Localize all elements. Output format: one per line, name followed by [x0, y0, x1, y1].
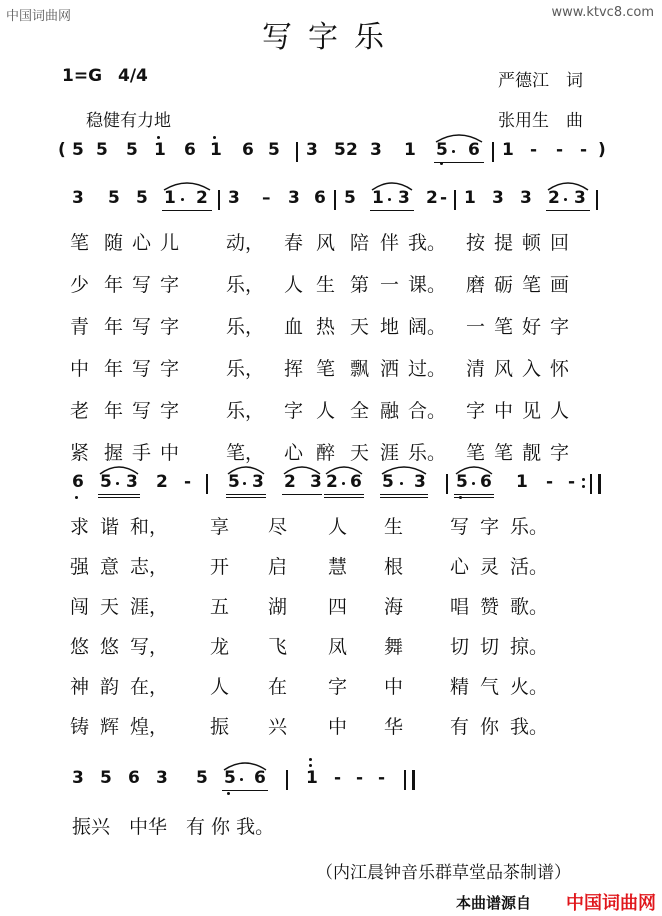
lyric-char: 笔 — [494, 316, 514, 338]
lyric-char: 热 — [316, 316, 336, 338]
lyric-char: 写 — [132, 316, 152, 338]
verses1-row — [0, 354, 662, 384]
lyric-char: 青 — [70, 316, 90, 338]
lyric-char: 根 — [384, 556, 404, 578]
lyric-char: 中 — [384, 676, 404, 698]
lyric-char: 涯， — [130, 596, 169, 618]
lyric-char: 砺 — [494, 274, 514, 296]
intro-paren-open: ( — [58, 140, 66, 160]
lyric-char: 年 — [104, 400, 124, 422]
lyric-char: 悠 — [70, 636, 90, 658]
lyric-char: 志， — [130, 556, 169, 578]
lyric-char: 字 — [466, 400, 486, 422]
verses2-row — [0, 592, 662, 622]
tempo-marking: 稳健有力地 — [86, 111, 171, 131]
lyric-char: 享 — [210, 516, 230, 538]
lyric-char: 人 — [284, 274, 304, 296]
lyric-char: 年 — [104, 274, 124, 296]
lyric-char: 和， — [130, 516, 169, 538]
lyric-char: 在 — [268, 676, 288, 698]
lyric-char: 阔。 — [408, 316, 447, 338]
source-label: 本曲谱源自 — [456, 894, 532, 912]
lyric-char: 伴 — [380, 232, 400, 254]
lyric-char: 入 — [522, 358, 542, 380]
lyric-char: 紧 — [70, 442, 90, 464]
lyric-char: 铸 — [70, 716, 90, 738]
lyric-char: 飞 — [268, 636, 288, 658]
lyric-char: 天 — [350, 442, 370, 464]
lyric-char: 字 — [284, 400, 304, 422]
lyric-char: 天 — [350, 316, 370, 338]
lyric-char: 字 — [160, 274, 180, 296]
lyric-char: 海 — [384, 596, 404, 618]
lyric-char: 笔 — [494, 442, 514, 464]
lyric-char: 笔 — [316, 358, 336, 380]
lyric-char: 写 — [450, 516, 470, 538]
lyric-char: 舞 — [384, 636, 404, 658]
lyric-char: 启 — [268, 556, 288, 578]
lyric-char: 生 — [316, 274, 336, 296]
lyric-char: 人 — [550, 400, 570, 422]
verses2-row — [0, 552, 662, 582]
lyric-char: 乐， — [226, 316, 265, 338]
lyric-char: 有 — [450, 716, 470, 738]
lyric-char: 血 — [284, 316, 304, 338]
lyric-char: 顿 — [522, 232, 542, 254]
lyric-char: 课。 — [408, 274, 447, 296]
lyric-char: 笔， — [226, 442, 265, 464]
lyric-char: 地 — [380, 316, 400, 338]
lyric-char: 乐， — [226, 274, 265, 296]
lyric-char: 人 — [316, 400, 336, 422]
lyric-char: 湖 — [268, 596, 288, 618]
lyric-char: 乐， — [226, 358, 265, 380]
key-signature: 1=G — [62, 66, 103, 86]
melody-line-2: 6 5 3 2 - 5 3 2 3 2 6 5 3 5 6 1 - - — [0, 472, 662, 502]
lyric-char: 笔 — [522, 274, 542, 296]
intro-slur — [434, 132, 484, 144]
lyric-char: 一 — [466, 316, 486, 338]
lyric-char: 四 — [328, 596, 348, 618]
lyric-char: 全 — [350, 400, 370, 422]
lyric-char: 天 — [100, 596, 120, 618]
verses1-row — [0, 312, 662, 342]
lyric-char: 开 — [210, 556, 230, 578]
lyric-char: 风 — [494, 358, 514, 380]
lyric-char: 中 — [70, 358, 90, 380]
lyric-char: 掠。 — [510, 636, 549, 658]
lyric-char: 挥 — [284, 358, 304, 380]
lyric-char: 煌， — [130, 716, 169, 738]
lyric-char: 按 — [466, 232, 486, 254]
lyric-char: 中 — [494, 400, 514, 422]
lyric-char: 慧 — [328, 556, 348, 578]
verses2-row — [0, 632, 662, 662]
verses1-row — [0, 270, 662, 300]
lyric-char: 春 — [284, 232, 304, 254]
lyric-char: 精 — [450, 676, 470, 698]
lyric-char: 求 — [70, 516, 90, 538]
lyric-char: 儿 — [160, 232, 180, 254]
lyric-char: 第 — [350, 274, 370, 296]
lyric-char: 你 — [480, 716, 500, 738]
lyric-char: 兴 — [268, 716, 288, 738]
lyric-char: 意 — [100, 556, 120, 578]
verses2-row — [0, 672, 662, 702]
lyric-char: 字 — [550, 316, 570, 338]
lyric-char: 笔 — [70, 232, 90, 254]
lyric-char: 切 — [450, 636, 470, 658]
lyric-char: 五 — [210, 596, 230, 618]
lyric-char: 一 — [380, 274, 400, 296]
lyric-char: 画 — [550, 274, 570, 296]
lyric-char: 动， — [226, 232, 265, 254]
lyric-char: 凤 — [328, 636, 348, 658]
lyric-char: 气 — [480, 676, 500, 698]
song-title: 写字乐 — [262, 20, 400, 55]
lyric-char: 尽 — [268, 516, 288, 538]
lyric-char: 灵 — [480, 556, 500, 578]
lyric-char: 洒 — [380, 358, 400, 380]
composer: 张用生 曲 — [498, 111, 583, 131]
verses2-row — [0, 512, 662, 542]
lyric-char: 字 — [328, 676, 348, 698]
lyric-char: 醉 — [316, 442, 336, 464]
lyric-char: 心 — [450, 556, 470, 578]
lyric-char: 乐。 — [408, 442, 447, 464]
lyric-char: 韵 — [100, 676, 120, 698]
lyric-char: 人 — [328, 516, 348, 538]
lyric-char: 唱 — [450, 596, 470, 618]
lyric-char: 龙 — [210, 636, 230, 658]
lyric-char: 握 — [104, 442, 124, 464]
lyric-char: 老 — [70, 400, 90, 422]
lyric-char: 切 — [480, 636, 500, 658]
melody-line-3: 3 5 6 3 5 5 6 1 - - - — [0, 768, 662, 798]
lyric-char: 融 — [380, 400, 400, 422]
lyric-char: 字 — [480, 516, 500, 538]
lyric-char: 悠 — [100, 636, 120, 658]
lyric-char: 神 — [70, 676, 90, 698]
source-site: 中国词曲网 — [566, 893, 656, 914]
coda-lyric: 振兴 中华 有 你 我。 — [72, 816, 275, 838]
lyric-char: 歌。 — [510, 596, 549, 618]
lyric-char: 字 — [160, 400, 180, 422]
lyricist: 严德江 词 — [498, 71, 583, 91]
lyric-char: 乐， — [226, 400, 265, 422]
melody-line-1: 3 5 5 1 2 3 – 3 6 5 1 3 2 - 1 3 3 2 3 — [0, 188, 662, 218]
lyric-char: 活。 — [510, 556, 549, 578]
intro-paren-close: ) — [598, 140, 606, 160]
lyric-char: 合。 — [408, 400, 447, 422]
lyric-char: 火。 — [510, 676, 549, 698]
lyric-char: 中 — [160, 442, 180, 464]
lyric-char: 振 — [210, 716, 230, 738]
lyric-char: 字 — [160, 358, 180, 380]
lyric-char: 怀 — [550, 358, 570, 380]
lyric-char: 随 — [104, 232, 124, 254]
lyric-char: 辉 — [100, 716, 120, 738]
time-signature: 4/4 — [118, 66, 148, 86]
lyric-char: 风 — [316, 232, 336, 254]
lyric-char: 乐。 — [510, 516, 549, 538]
lyric-char: 心 — [132, 232, 152, 254]
lyric-char: 提 — [494, 232, 514, 254]
lyric-char: 年 — [104, 316, 124, 338]
intro-notation: ( 5 5 5 1 6 1 6 5 3 5 2 3 1 5 6 1 - - - ) — [0, 140, 662, 170]
lyric-char: 笔 — [466, 442, 486, 464]
lyric-char: 强 — [70, 556, 90, 578]
lyric-char: 人 — [210, 676, 230, 698]
lyric-char: 字 — [160, 316, 180, 338]
lyric-char: 字 — [550, 442, 570, 464]
lyric-char: 陪 — [350, 232, 370, 254]
lyric-char: 少 — [70, 274, 90, 296]
verses2-row — [0, 712, 662, 742]
lyric-char: 靓 — [522, 442, 542, 464]
lyric-char: 中 — [328, 716, 348, 738]
lyric-char: 写， — [130, 636, 169, 658]
lyric-char: 涯 — [380, 442, 400, 464]
watermark-right: www.ktvc8.com — [551, 5, 654, 20]
lyric-char: 磨 — [466, 274, 486, 296]
lyric-char: 年 — [104, 358, 124, 380]
lyric-char: 过。 — [408, 358, 447, 380]
lyric-char: 谐 — [100, 516, 120, 538]
lyric-char: 华 — [384, 716, 404, 738]
lyric-char: 生 — [384, 516, 404, 538]
lyric-char: 闯 — [70, 596, 90, 618]
lyric-char: 我。 — [408, 232, 447, 254]
lyric-char: 赞 — [480, 596, 500, 618]
lyric-char: 写 — [132, 358, 152, 380]
lyric-char: 清 — [466, 358, 486, 380]
lyric-char: 在， — [130, 676, 169, 698]
credit-line: （内江晨钟音乐群草堂品茶制谱） — [316, 863, 571, 883]
lyric-char: 飘 — [350, 358, 370, 380]
lyric-char: 我。 — [510, 716, 549, 738]
lyric-char: 见 — [522, 400, 542, 422]
watermark-left: 中国词曲网 — [6, 9, 72, 24]
lyric-char: 回 — [550, 232, 570, 254]
verses1-row — [0, 228, 662, 258]
lyric-char: 手 — [132, 442, 152, 464]
lyric-char: 心 — [284, 442, 304, 464]
lyric-char: 写 — [132, 274, 152, 296]
lyric-char: 好 — [522, 316, 542, 338]
verses1-row — [0, 396, 662, 426]
lyric-char: 写 — [132, 400, 152, 422]
